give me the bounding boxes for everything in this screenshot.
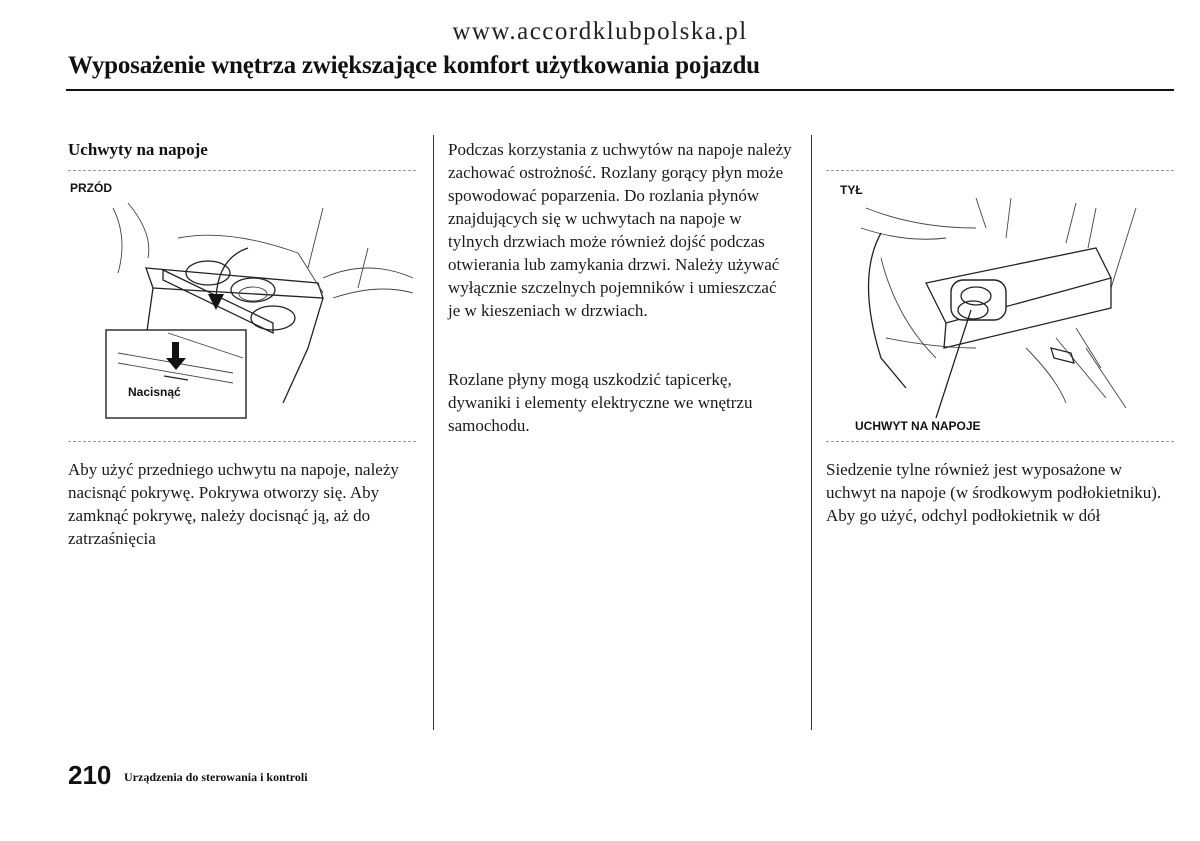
section-heading: Uchwyty na napoje — [68, 140, 208, 159]
figure-caption-rear: TYŁ — [840, 183, 863, 197]
site-url: www.accordklubpolska.pl — [452, 18, 748, 45]
rear-cupholder-paragraph: Siedzenie tylne również jest wyposażone w uchwyt na napoje (w środkowym podłokietniku). Aby go użyć, odchyl podłokietnik w dół — [826, 460, 1162, 525]
footer-section-name: Urządzenia do sterowania i kontroli — [124, 770, 308, 784]
page-number: 210 — [68, 760, 112, 790]
cupholder-callout-label: UCHWYT NA NAPOJE — [855, 419, 981, 433]
figure-top-border — [68, 170, 416, 171]
column-divider-right — [811, 135, 812, 730]
warning-paragraph: Podczas korzystania z uchwytów na napoje należy zachować ostrożność. Rozlany gorący płyn może spowodować poparzenia. Do rozlania płynów znajdujących się w uchwytach na napoje w tylnych drzwiach może również dojść podczas otwierania lub zamykania drzwi. Należy używać wyłącznie szczelnych pojemników i umieszczać je w kieszeniach w drzwiach. — [448, 140, 792, 320]
title-rule — [66, 89, 1174, 91]
rear-armrest-illustration — [826, 198, 1176, 423]
spill-paragraph: Rozlane płyny mogą uszkodzić tapicerkę, dywaniki i elementy elektryczne we wnętrzu samochodu. — [448, 370, 753, 435]
page-title: Wyposażenie wnętrza zwiększające komfort użytkowania pojazdu — [68, 52, 760, 79]
press-label: Nacisnąć — [128, 385, 181, 399]
front-cupholder-illustration — [68, 198, 418, 438]
rear-figure-top-border — [826, 170, 1174, 171]
column-divider-left — [433, 135, 434, 730]
figure-caption-front: PRZÓD — [70, 181, 112, 195]
figure-bottom-border — [68, 441, 416, 442]
front-cupholder-paragraph: Aby użyć przedniego uchwytu na napoje, należy nacisnąć pokrywę. Pokrywa otworzy się. Aby zamknąć pokrywę, należy docisnąć ją, aż do zatrzaśnięcia — [68, 460, 399, 548]
rear-figure-bottom-border — [826, 441, 1174, 442]
